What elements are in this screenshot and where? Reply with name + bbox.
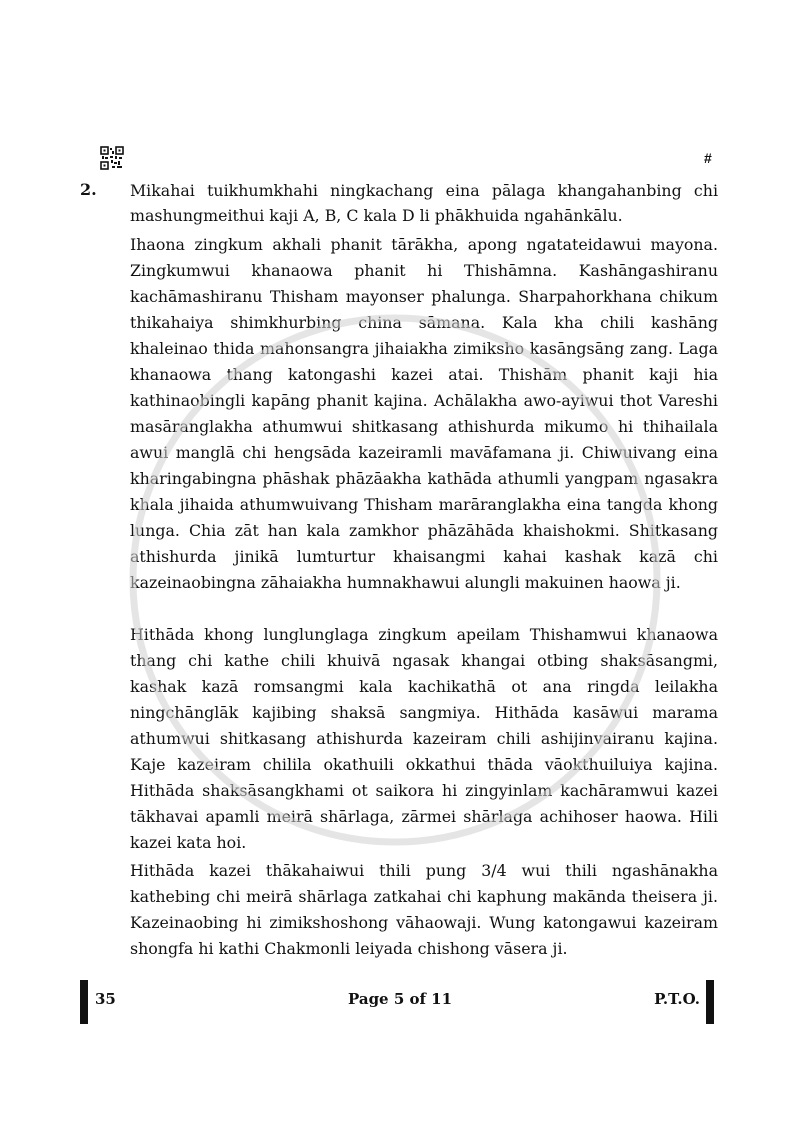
question-number: 2. (80, 180, 97, 199)
page-hash-mark: # (704, 150, 712, 166)
footer-pto: P.T.O. (654, 990, 700, 1008)
question-instruction: Mikahai tuikhumkhahi ningkachang eina pālaga khangahanbing chi mashungmeithui kaji A, B, C kala D li phākhuida ngahānkālu. (130, 181, 718, 225)
passage-paragraph-1: Ihaona zingkum akhali phanit tārākha, apong ngatateidawui mayona. Zingkumwui khanaowa phanit hi Thishāmna. Kashāngashiranu kachāmashiranu Thisham mayonser phalunga. Sharpahorkhana chikum thikahaiya shimkhurbing china sāmana. Kala kha chili kashāng khaleinao thida mahonsangra jihaiakha zimiksho kasāngsāng zang. Laga khanaowa thang katongashi kazei atai. Thishām phanit kaji hia kathinaobingli kapāng phanit kajina. Achālakha awo-ayiwui thot Vareshi masāranglakha athumwui shitkasang athishurda mikumo hi thihailala awui manglā chi hengsāda kazeiramli mavāfamana ji. Chiwuivang eina kharingabingna phāshak phāzāakha kathāda athumli yangpam ngasakra khala jihaida athumwuivang Thisham marāranglakha eina tangda khong lunga. Chia zāt han kala zamkhor phāzāhāda khaishokmi. Shitkasang athishurda jinikā lumturtur khaisangmi kahai kashak kazā chi kazeinaobingna zāhaiakha humnakhawui alungli makuinen haowa ji. (130, 235, 718, 592)
passage-paragraph-2: Hithāda khong lunglunglaga zingkum apeilam Thishamwui khanaowa thang chi kathe chili khuivā ngasak khangai otbing shaksāsangmi, kashak kazā romsangmi kala kachikathā ot ana ringda leilakha ningchānglāk kajibing shaksā sangmiya. Hithāda kasāwui marama athumwui shitkasang athishurda kazeiram chili ashijinvairanu kajina. Kaje kazeiram chilila okathuili okkathui thāda vāokthuiluiya kajina. Hithāda shaksāsangkhami ot saikora hi zingyinlam kachāramwui kazei tākhavai apamli meirā shārlaga, zārmei shārlaga achihoser haowa. Hili kazei kata hoi. (130, 625, 718, 852)
footer-page-number: Page 5 of 11 (347, 990, 453, 1008)
footer-code: 35 (95, 990, 116, 1008)
qr-code-icon (100, 146, 124, 170)
footer-bar-right (706, 980, 714, 1024)
passage-paragraph-3: Hithāda kazei thākahaiwui thili pung 3/4 wui thili ngashānakha kathebing chi meirā shārlaga zatkahai chi kaphung makānda theisera ji. Kazeinaobing hi zimikshoshong vāhaowaji. Wung katongawui kazeiram shongfa hi kathi Chakmonli leiyada chishong vāsera ji. (130, 861, 718, 958)
